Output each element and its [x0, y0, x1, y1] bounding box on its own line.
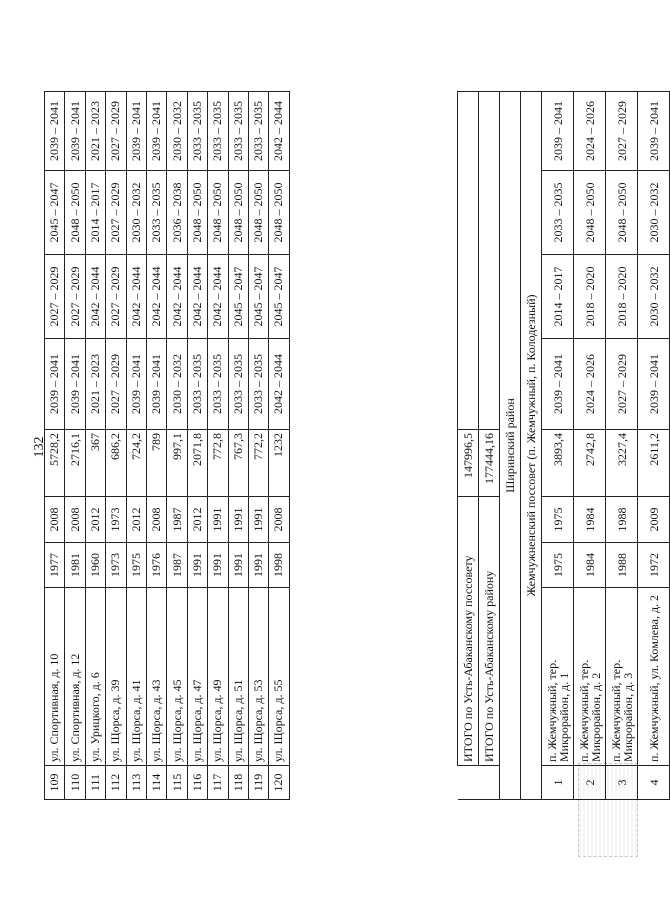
table-row	[106, 92, 126, 800]
area-value: 3893,4	[542, 430, 574, 497]
period-3: 2033 – 2035	[146, 171, 166, 255]
year-overhaul: 2008	[146, 497, 166, 543]
period-4: 2024 – 2026	[574, 92, 606, 171]
table-row	[208, 92, 228, 800]
row-number: 117	[208, 766, 228, 800]
year-overhaul: 2008	[45, 497, 65, 543]
row-number: 119	[248, 766, 268, 800]
address: п. Жемчужный, тер. Микрорайон, д. 3	[606, 588, 638, 766]
total-row	[458, 92, 479, 800]
period-2: 2042 – 2044	[146, 255, 166, 339]
period-2: 2030 – 2032	[638, 255, 670, 339]
housing-table-top	[44, 91, 290, 800]
row-number: 1	[542, 766, 574, 800]
period-4: 2042 – 2044	[269, 92, 289, 171]
year-built: 1976	[146, 543, 166, 588]
period-4: 2030 – 2032	[167, 92, 187, 171]
district-row	[500, 92, 521, 800]
period-1: 2033 – 2035	[187, 339, 207, 430]
period-3: 2030 – 2032	[638, 171, 670, 255]
period-3: 2033 – 2035	[542, 171, 574, 255]
year-built: 1981	[65, 543, 85, 588]
table-row	[85, 92, 105, 800]
row-number: 110	[65, 766, 85, 800]
period-4: 2033 – 2035	[248, 92, 268, 171]
period-2: 2042 – 2044	[208, 255, 228, 339]
period-3: 2048 – 2050	[248, 171, 268, 255]
address: ул. Щорса, д. 39	[106, 588, 126, 766]
year-built: 1975	[126, 543, 146, 588]
period-2: 2027 – 2029	[45, 255, 65, 339]
year-built: 1998	[269, 543, 289, 588]
year-overhaul: 2009	[638, 497, 670, 543]
year-overhaul: 1987	[167, 497, 187, 543]
period-2: 2027 – 2029	[65, 255, 85, 339]
period-2: 2042 – 2044	[126, 255, 146, 339]
district-title: Ширинский район	[500, 92, 521, 800]
period-4: 2027 – 2029	[106, 92, 126, 171]
row-number: 2	[574, 766, 606, 800]
period-4: 2039 – 2041	[126, 92, 146, 171]
period-2: 2027 – 2029	[106, 255, 126, 339]
period-1: 2024 – 2026	[574, 339, 606, 430]
council-row	[521, 92, 542, 800]
row-number: 116	[187, 766, 207, 800]
year-overhaul: 1973	[106, 497, 126, 543]
period-1: 2033 – 2035	[228, 339, 248, 430]
table-row	[167, 92, 187, 800]
area-value: 724,2	[126, 430, 146, 497]
period-3: 2048 – 2050	[65, 171, 85, 255]
address: ул. Спортивная, д. 10	[45, 588, 65, 766]
year-built: 1987	[167, 543, 187, 588]
period-1: 2027 – 2029	[106, 339, 126, 430]
row-number: 113	[126, 766, 146, 800]
address: ул. Щорса, д. 43	[146, 588, 166, 766]
address: ул. Щорса, д. 53	[248, 588, 268, 766]
year-overhaul: 1988	[606, 497, 638, 543]
total-value: 147996,5	[458, 430, 479, 497]
address: ул. Спортивная, д. 12	[65, 588, 85, 766]
table-row	[638, 92, 670, 800]
area-value: 2742,8	[574, 430, 606, 497]
year-built: 1988	[606, 543, 638, 588]
period-4: 2039 – 2041	[146, 92, 166, 171]
address: ул. Щорса, д. 49	[208, 588, 228, 766]
period-3: 2048 – 2050	[187, 171, 207, 255]
year-built: 1984	[574, 543, 606, 588]
period-4: 2039 – 2041	[542, 92, 574, 171]
period-2: 2045 – 2047	[269, 255, 289, 339]
row-number: 118	[228, 766, 248, 800]
period-1: 2039 – 2041	[146, 339, 166, 430]
table-row	[126, 92, 146, 800]
period-1: 2021 – 2023	[85, 339, 105, 430]
area-value: 2611,2	[638, 430, 670, 497]
area-value: 1232	[269, 430, 289, 497]
period-4: 2033 – 2035	[208, 92, 228, 171]
year-built: 1991	[248, 543, 268, 588]
period-3: 2027 – 2029	[106, 171, 126, 255]
period-2: 2042 – 2044	[85, 255, 105, 339]
period-2: 2014 – 2017	[542, 255, 574, 339]
period-2: 2045 – 2047	[228, 255, 248, 339]
total-value: 177444,16	[479, 430, 500, 497]
period-1: 2039 – 2041	[65, 339, 85, 430]
period-1: 2033 – 2035	[208, 339, 228, 430]
address: ул. Щорса, д. 47	[187, 588, 207, 766]
year-built: 1960	[85, 543, 105, 588]
address: ул. Щорса, д. 51	[228, 588, 248, 766]
year-overhaul: 1975	[542, 497, 574, 543]
row-number: 120	[269, 766, 289, 800]
period-4: 2039 – 2041	[65, 92, 85, 171]
year-built: 1977	[45, 543, 65, 588]
period-1: 2027 – 2029	[606, 339, 638, 430]
row-number: 114	[146, 766, 166, 800]
period-3: 2048 – 2050	[574, 171, 606, 255]
period-4: 2027 – 2029	[606, 92, 638, 171]
area-value: 767,3	[228, 430, 248, 497]
area-value: 2071,8	[187, 430, 207, 497]
year-built: 1972	[638, 543, 670, 588]
table-row	[228, 92, 248, 800]
period-1: 2039 – 2041	[45, 339, 65, 430]
area-value: 3227,4	[606, 430, 638, 497]
year-overhaul: 2012	[187, 497, 207, 543]
year-built: 1975	[542, 543, 574, 588]
total-row	[479, 92, 500, 800]
address: ул. Щорса, д. 45	[167, 588, 187, 766]
address: ул. Урицкого, д. 6	[85, 588, 105, 766]
total-label: ИТОГО по Усть-Абаканскому поссовету	[458, 497, 479, 766]
period-1: 2033 – 2035	[248, 339, 268, 430]
period-4: 2033 – 2035	[187, 92, 207, 171]
address: п. Жемчужный, тер. Микрорайон, д. 1	[542, 588, 574, 766]
period-1: 2039 – 2041	[126, 339, 146, 430]
year-overhaul: 2008	[65, 497, 85, 543]
year-built: 1991	[187, 543, 207, 588]
row-number: 111	[85, 766, 105, 800]
year-overhaul: 1991	[208, 497, 228, 543]
table-row	[606, 92, 638, 800]
period-1: 2042 – 2044	[269, 339, 289, 430]
period-3: 2030 – 2032	[126, 171, 146, 255]
table-row	[574, 92, 606, 800]
year-built: 1991	[208, 543, 228, 588]
period-3: 2036 – 2038	[167, 171, 187, 255]
table-row	[45, 92, 65, 800]
address: п. Жемчужный, ул. Комлева, д. 2	[638, 588, 670, 766]
row-number: 4	[638, 766, 670, 800]
period-4: 2039 – 2041	[638, 92, 670, 171]
period-2: 2042 – 2044	[167, 255, 187, 339]
period-1: 2030 – 2032	[167, 339, 187, 430]
address: п. Жемчужный, тер. Микрорайон, д. 2	[574, 588, 606, 766]
period-3: 2048 – 2050	[606, 171, 638, 255]
period-2: 2018 – 2020	[574, 255, 606, 339]
year-overhaul: 1991	[228, 497, 248, 543]
period-3: 2045 – 2047	[45, 171, 65, 255]
period-3: 2048 – 2050	[269, 171, 289, 255]
row-number: 3	[606, 766, 638, 800]
year-overhaul: 2012	[85, 497, 105, 543]
area-value: 772,2	[248, 430, 268, 497]
table-row	[269, 92, 289, 800]
table-row	[248, 92, 268, 800]
area-value: 5728,2	[45, 430, 65, 497]
year-built: 1973	[106, 543, 126, 588]
area-value: 997,1	[167, 430, 187, 497]
row-number: 115	[167, 766, 187, 800]
period-4: 2033 – 2035	[228, 92, 248, 171]
period-1: 2039 – 2041	[542, 339, 574, 430]
area-value: 686,2	[106, 430, 126, 497]
table-row	[65, 92, 85, 800]
page-number: 132	[32, 436, 47, 458]
period-2: 2042 – 2044	[187, 255, 207, 339]
year-overhaul: 2012	[126, 497, 146, 543]
housing-table-bottom	[457, 91, 670, 800]
council-title: Жемчужненский поссовет (п. Жемчужный, п. Колодезный)	[521, 92, 542, 800]
period-2: 2018 – 2020	[606, 255, 638, 339]
row-number: 109	[45, 766, 65, 800]
table-row	[542, 92, 574, 800]
period-3: 2048 – 2050	[208, 171, 228, 255]
period-2: 2045 – 2047	[248, 255, 268, 339]
address: ул. Щорса, д. 41	[126, 588, 146, 766]
area-value: 789	[146, 430, 166, 497]
table-row	[187, 92, 207, 800]
area-value: 2716,1	[65, 430, 85, 497]
period-4: 2021 – 2023	[85, 92, 105, 171]
area-value: 772,8	[208, 430, 228, 497]
period-1: 2039 – 2041	[638, 339, 670, 430]
year-built: 1991	[228, 543, 248, 588]
period-3: 2014 – 2017	[85, 171, 105, 255]
address: ул. Щорса, д. 55	[269, 588, 289, 766]
year-overhaul: 1984	[574, 497, 606, 543]
period-4: 2039 – 2041	[45, 92, 65, 171]
period-3: 2048 – 2050	[228, 171, 248, 255]
row-number: 112	[106, 766, 126, 800]
table-row	[146, 92, 166, 800]
area-value: 367	[85, 430, 105, 497]
year-overhaul: 1991	[248, 497, 268, 543]
total-label: ИТОГО по Усть-Абаканскому району	[479, 497, 500, 766]
year-overhaul: 2008	[269, 497, 289, 543]
